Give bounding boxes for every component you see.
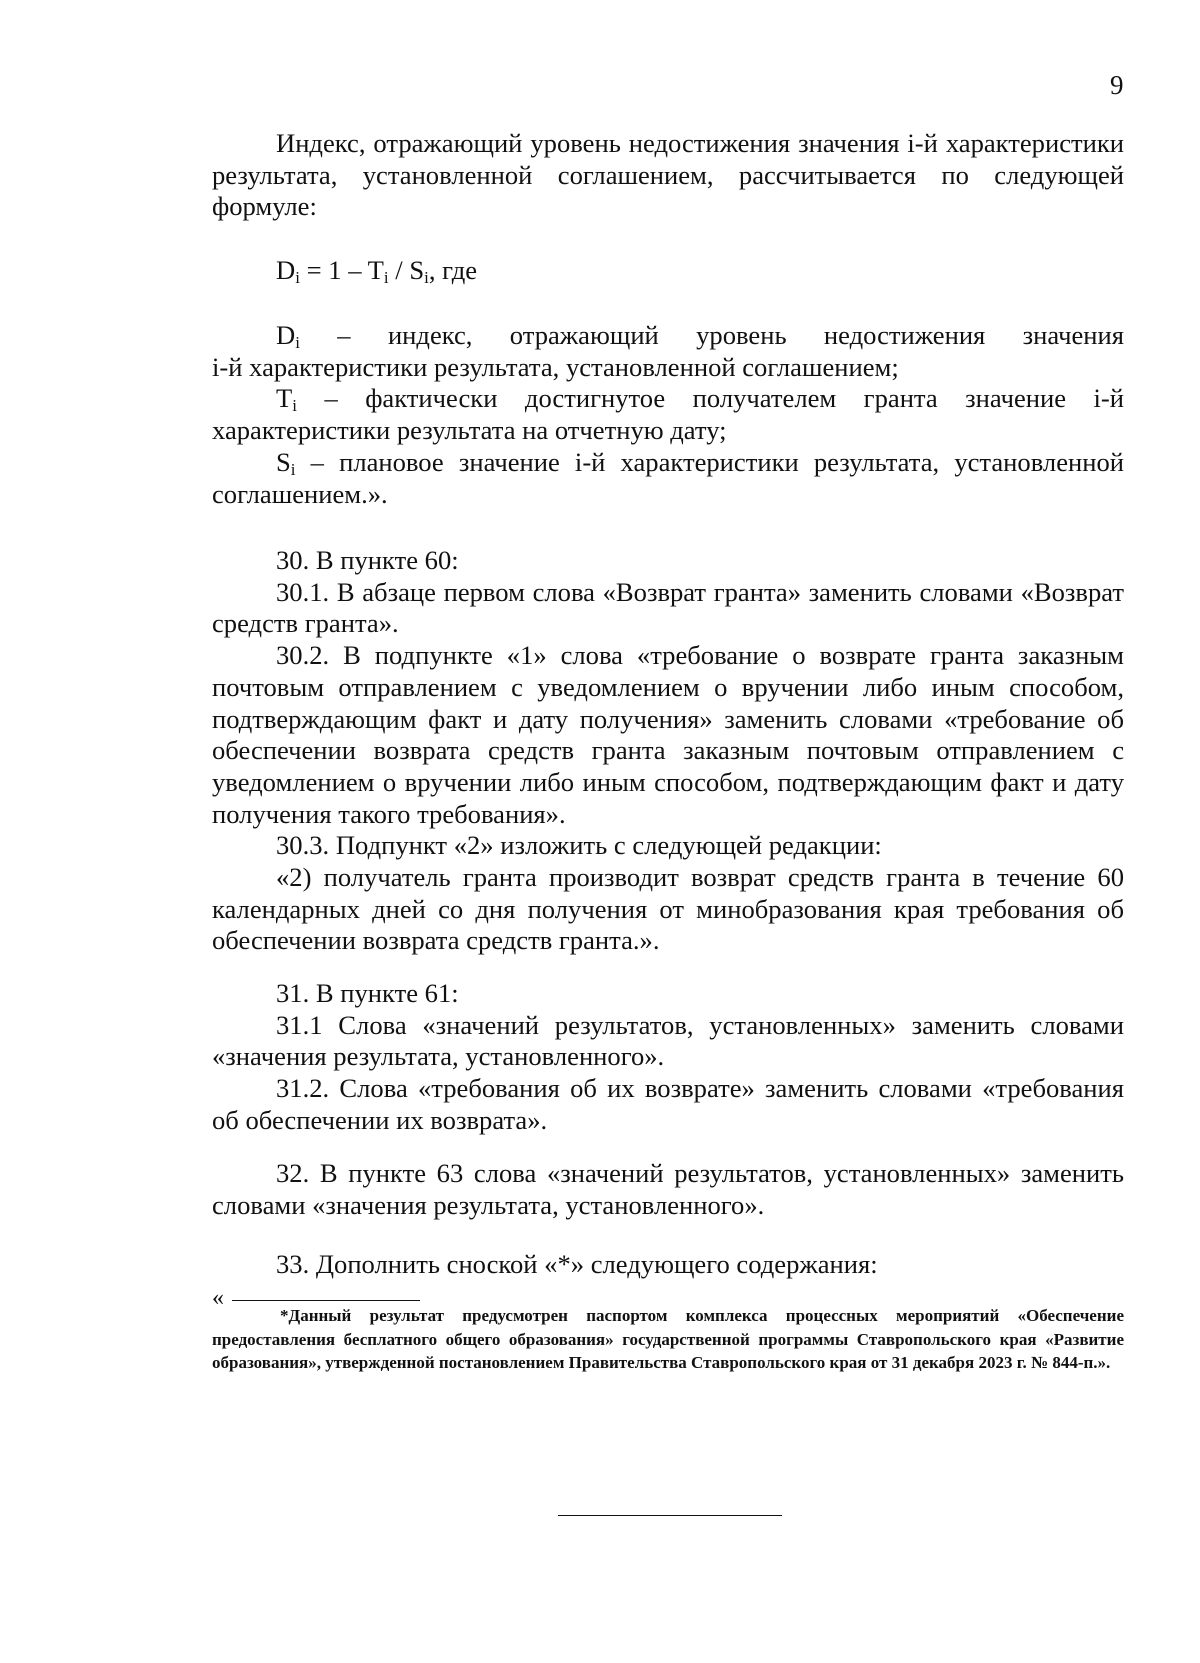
formula-d: D [276,255,296,285]
section-30-item-2: 30.2. В подпункте «1» слова «требование о возврате гранта заказным почтовым отправлением с уведомлением о вручении либо иным способом, подтверждающим факт и дату получения» заменить словами «требование об обеспечении возврата средств гранта заказным почтовым отправлением с уведомлением о вручении либо иным способом, подтверждающим факт и дату получения такого требования». [212,640,1124,829]
end-of-document-rule [558,1515,782,1516]
definition-d-symbol: D [276,320,296,350]
section-30-item-3-text: «2) получатель гранта производит возврат средств гранта в течение 60 календарных дней со дня получения от минобразования края требования об обеспечении возврата средств гранта.». [212,862,1124,956]
intro-paragraph [212,128,1124,223]
intro-text: Индекс, отражающий уровень недостижения значения i-й характеристики результата, установленной соглашением, рассчитывается по следующей формуле: [212,128,1124,222]
section-32 [212,1158,1124,1221]
definition-s-sub: i [290,459,296,479]
definition-t [212,383,1124,446]
definition-t-sub: i [292,396,297,416]
definition-s-symbol: S [276,446,291,477]
section-30-heading: 30. В пункте 60: [276,545,459,575]
definition-d-continuation: i-й характеристики результата, установленной соглашением; [212,351,899,382]
formula-s: S [409,255,425,285]
section-32-text: 32. В пункте 63 слова «значений результатов, установленных» заменить словами «значения результата, установленного». [212,1158,1124,1220]
formula-slash: / [388,255,410,285]
section-33-text: 33. Дополнить сноской «*» следующего содержания: [276,1249,878,1279]
definition-d-text: – индекс, отражающий уровень недостижения значения [299,320,1124,350]
section-30-item-3: 30.3. Подпункт «2» изложить с следующей редакции: [276,830,882,861]
formula-t: T [367,255,384,285]
section-31-item-2: 31.2. Слова «требования об их возврате» заменить словами «требования об обеспечении их возврата». [212,1073,1124,1135]
formula-tail: , где [428,255,478,285]
formula-eq: = 1 – [299,255,368,285]
definition-d [212,320,1124,352]
footnote-open-quote: « [212,1285,224,1311]
section-30 [212,545,1124,957]
formula-d-sub: i [295,268,300,287]
formula [276,255,477,287]
definition-t-text: – фактически достигнутое получателем гранта значение i-й характеристики результата на отчетную дату; [212,383,1124,446]
definition-s [212,447,1124,510]
footnote-separator [232,1300,420,1301]
section-30-item-1: 30.1. В абзаце первом слова «Возврат гранта» заменить словами «Возврат средств гранта». [212,576,1124,639]
section-31-heading: 31. В пункте 61: [276,978,459,1008]
footnote-text: *Данный результат предусмотрен паспортом комплекса процессных мероприятий «Обеспечение предоставления бесплатного общего образования» государственной программы Ставропольского края «Развитие образования», утвержденной постановлением Правительства Ставропольского края от 31 декабря 2023 г. № 844-п.». [212,1306,1124,1372]
definition-d-sub: i [295,333,300,352]
section-31 [212,978,1124,1137]
footnote [212,1304,1124,1375]
definitions [212,320,1124,510]
section-33 [212,1249,1124,1281]
definition-t-symbol: T [276,383,293,414]
formula-t-sub: i [383,268,389,287]
definition-s-text: – плановое значение i-й характеристики результата, установленной соглашением.». [212,446,1124,509]
section-31-item-1: 31.1 Слова «значений результатов, установленных» заменить словами «значения результата, установленного». [212,1009,1124,1072]
formula-s-sub: i [424,268,429,287]
page-number: 9 [1110,70,1124,100]
